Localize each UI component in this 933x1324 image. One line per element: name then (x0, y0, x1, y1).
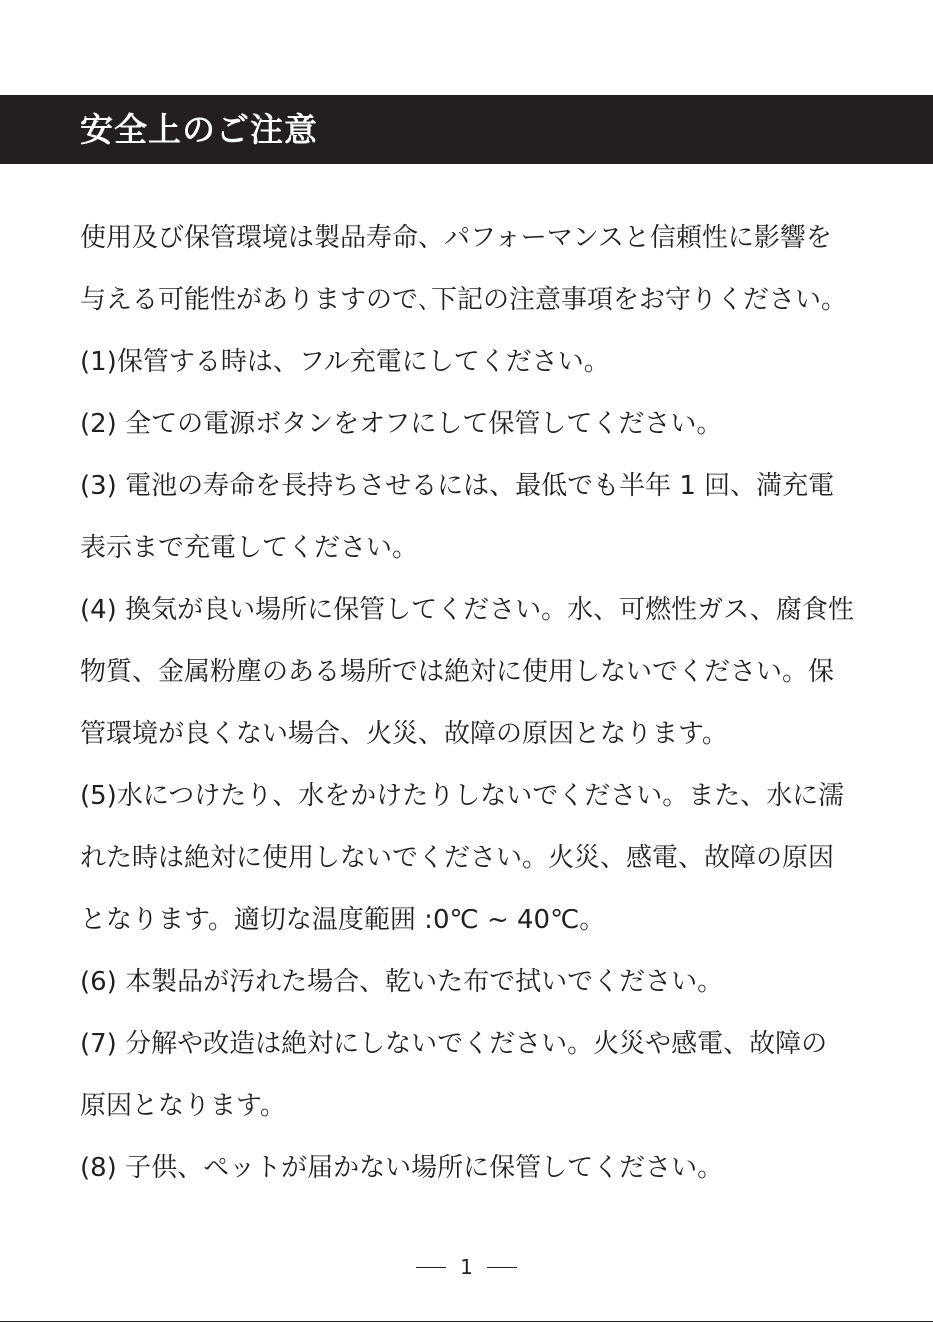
body-line: 表示まで充電してください。 (80, 533, 419, 563)
body-line: (5)水につけたり、水をかけたりしないでください。また、水に濡 (80, 781, 845, 811)
bottom-divider (0, 1321, 933, 1322)
body-line: (8) 子供、ペットが届かない場所に保管してください。 (80, 1153, 724, 1183)
body-line: (6) 本製品が汚れた場合、乾いた布で拭いでください。 (80, 967, 724, 997)
body-line: (3) 電池の寿命を長持ちさせるには、最低でも半年 1 回、満充電 (80, 471, 835, 501)
body-line: (4) 換気が良い場所に保管してください。水、可燃性ガス、腐食性 (80, 595, 854, 625)
footer-dash-right (487, 1267, 517, 1268)
body-line: 使用及び保管環境は製品寿命、パフォーマンスと信頼性に影響を (80, 223, 832, 253)
body-line: 管環境が良くない場合、火災、故障の原因となります。 (80, 719, 728, 749)
body-line: 与える可能性がありますので､下記の注意事項をお守りください。 (80, 285, 848, 315)
page-number: 1 (460, 1255, 473, 1279)
footer-dash-left (416, 1267, 446, 1268)
section-header-bar (0, 95, 933, 164)
body-line: (7) 分解や改造は絶対にしないでください。火災や感電、故障の (80, 1029, 828, 1059)
body-line: 物質、金属粉塵のある場所では絶対に使用しないでください。保 (80, 657, 835, 687)
body-line: 原因となります。 (80, 1091, 286, 1121)
body-line: れた時は絶対に使用しないでください。火災、感電、故障の原因 (80, 843, 835, 873)
body-line: (2) 全ての電源ボタンをオフにして保管してください。 (80, 409, 723, 439)
page-footer (0, 1252, 933, 1282)
safety-notes-body (80, 207, 860, 1199)
section-title: 安全上のご注意 (80, 110, 318, 149)
body-line: (1)保管する時は、フル充電にしてください。 (80, 347, 610, 377)
body-line: となります。適切な温度範囲 :0℃ ~ 40℃。 (80, 905, 606, 935)
